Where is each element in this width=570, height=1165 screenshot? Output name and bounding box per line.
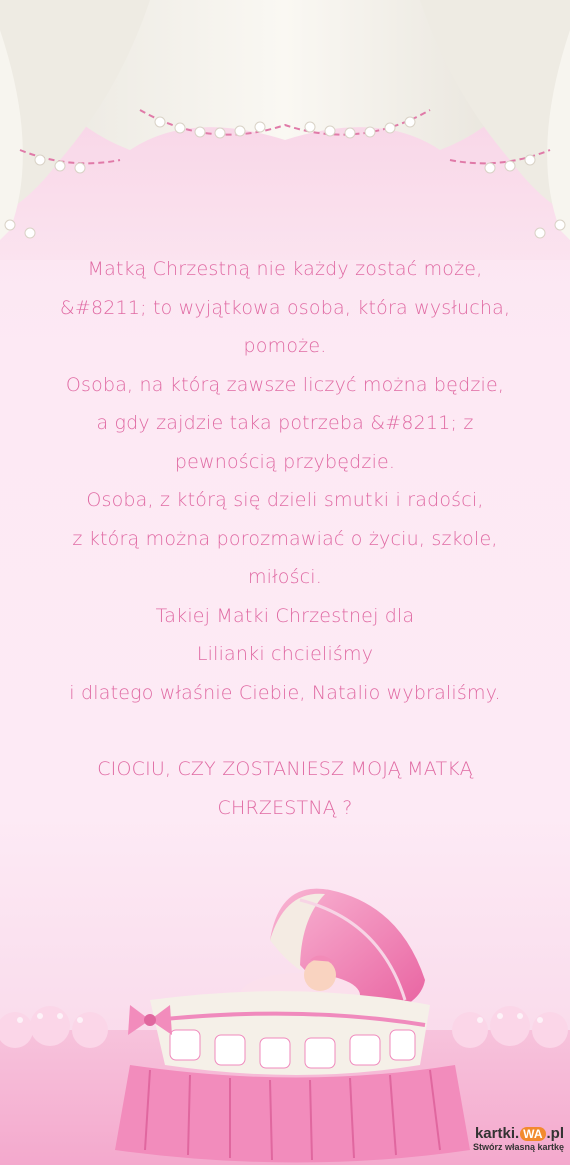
brand-name-right: .pl: [546, 1125, 564, 1142]
poem-line: Takiej Matki Chrzestnej dla: [155, 604, 415, 627]
poem-line: Matką Chrzestną nie każdy zostać może,: [87, 258, 483, 280]
poem-question-line: CHRZESTNĄ ?: [217, 796, 353, 819]
brand-name-left: kartki.: [474, 1125, 520, 1142]
brand-tagline: Stwórz własną kartkę: [472, 1142, 564, 1152]
poem-line: i dlatego właśnie Ciebie, Natalio wybraliśmy.: [69, 681, 501, 704]
poem-text: [0, 250, 570, 827]
poem-blank-line: [0, 712, 570, 750]
poem-line: z którą można porozmawiać o życiu, szkole,: [72, 527, 498, 550]
poem-line: Osoba, z którą się dzieli smutki i radości,: [86, 489, 484, 511]
poem-line: pomoże.: [243, 335, 327, 357]
poem-line: miłości.: [247, 566, 323, 588]
poem-line: Lilianki chcieliśmy: [196, 643, 374, 665]
poem-line: Osoba, na którą zawsze liczyć można będzie,: [65, 373, 505, 396]
brand-badge: WA: [520, 1127, 545, 1141]
brand-name: [475, 1125, 564, 1142]
curtain-decoration: [0, 0, 570, 260]
poem-line: &#8211; to wyjątkowa osoba, która wysłucha,: [59, 296, 511, 319]
poem-line: a gdy zajdzie taka potrzeba &#8211; z: [96, 412, 474, 434]
poem-line: pewnością przybędzie.: [174, 450, 396, 473]
brand-logo[interactable]: [452, 1123, 564, 1157]
poem-question-line: CIOCIU, CZY ZOSTANIESZ MOJĄ MATKĄ: [97, 758, 473, 780]
